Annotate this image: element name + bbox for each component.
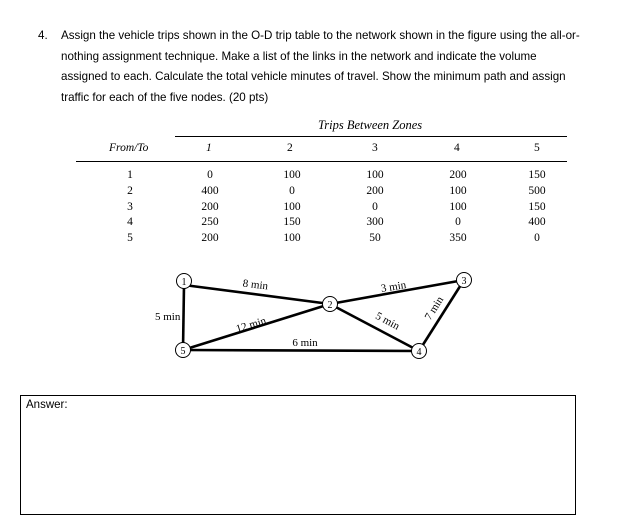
col-header-3: 3 bbox=[372, 142, 378, 154]
row-label: 4 bbox=[127, 216, 133, 229]
table-cell: 0 bbox=[534, 232, 540, 245]
node-5-label: 5 bbox=[180, 346, 186, 357]
table-cell: 150 bbox=[283, 216, 301, 229]
table-cell: 0 bbox=[372, 200, 378, 213]
node-1-label: 1 bbox=[181, 277, 187, 288]
table-cell: 100 bbox=[283, 200, 301, 213]
row-label: 1 bbox=[127, 169, 133, 181]
table-cell: 0 bbox=[289, 184, 295, 197]
link-5-2-time: 12 min bbox=[234, 314, 268, 336]
table-cell: 100 bbox=[449, 200, 467, 213]
table-cell: 100 bbox=[283, 169, 301, 181]
link-5-4-time: 6 min bbox=[292, 337, 318, 349]
node-2-label: 2 bbox=[327, 300, 333, 311]
col-header-1: 1 bbox=[206, 142, 212, 154]
row-label: 3 bbox=[127, 200, 133, 213]
table-cell: 100 bbox=[366, 169, 384, 181]
table-cell: 100 bbox=[449, 184, 467, 197]
table-cell: 150 bbox=[528, 169, 546, 181]
table-cell: 400 bbox=[528, 216, 546, 229]
question-text: Assign the vehicle trips shown in the O-D trip table to the network shown in the figure using the all-or-nothing assignment technique. Make a list of the links in the network and indicate the volume assigned to each. Calculate the total vehicle minutes of travel. Show the minimum path and assign traffic for each of the five nodes. (20 pts) bbox=[61, 29, 580, 104]
node-2 bbox=[323, 297, 338, 312]
col-header-2: 2 bbox=[287, 142, 293, 154]
table-cell: 100 bbox=[283, 232, 301, 245]
answer-box[interactable] bbox=[20, 395, 576, 515]
node-4-label: 4 bbox=[416, 347, 422, 358]
link-5-4 bbox=[183, 350, 419, 351]
table-cell: 200 bbox=[366, 184, 384, 197]
link-1-2-time: 8 min bbox=[242, 277, 269, 293]
question-number: 4. bbox=[38, 29, 48, 42]
node-3-label: 3 bbox=[461, 276, 467, 287]
row-label: 5 bbox=[127, 232, 133, 245]
col-header-5: 5 bbox=[534, 142, 540, 154]
table-cell: 0 bbox=[207, 169, 213, 181]
link-2-3-time: 3 min bbox=[380, 279, 408, 295]
node-3 bbox=[457, 273, 472, 288]
table-cell: 200 bbox=[449, 169, 467, 181]
row-label: 2 bbox=[127, 184, 133, 197]
table-cell: 150 bbox=[528, 200, 546, 213]
link-2-4-time: 5 min bbox=[373, 310, 402, 333]
node-4 bbox=[412, 344, 427, 359]
table-cell: 250 bbox=[201, 216, 219, 229]
table-title: Trips Between Zones bbox=[318, 118, 423, 132]
row-header: From/To bbox=[109, 142, 149, 154]
table-cell: 400 bbox=[201, 184, 219, 197]
table-cell: 50 bbox=[369, 232, 381, 245]
table-cell: 500 bbox=[528, 184, 546, 197]
link-2-4 bbox=[330, 304, 419, 351]
table-cell: 0 bbox=[455, 216, 461, 229]
answer-label: Answer: bbox=[26, 399, 68, 411]
link-1-5 bbox=[183, 285, 184, 350]
link-4-3-time: 7 min bbox=[422, 294, 447, 323]
table-cell: 200 bbox=[201, 232, 219, 245]
table-cell: 350 bbox=[449, 232, 467, 245]
node-5 bbox=[176, 343, 191, 358]
table-cell: 300 bbox=[366, 216, 384, 229]
col-header-4: 4 bbox=[454, 142, 460, 154]
link-1-5-time: 5 min bbox=[155, 311, 181, 323]
table-cell: 200 bbox=[201, 200, 219, 213]
node-1 bbox=[177, 274, 192, 289]
